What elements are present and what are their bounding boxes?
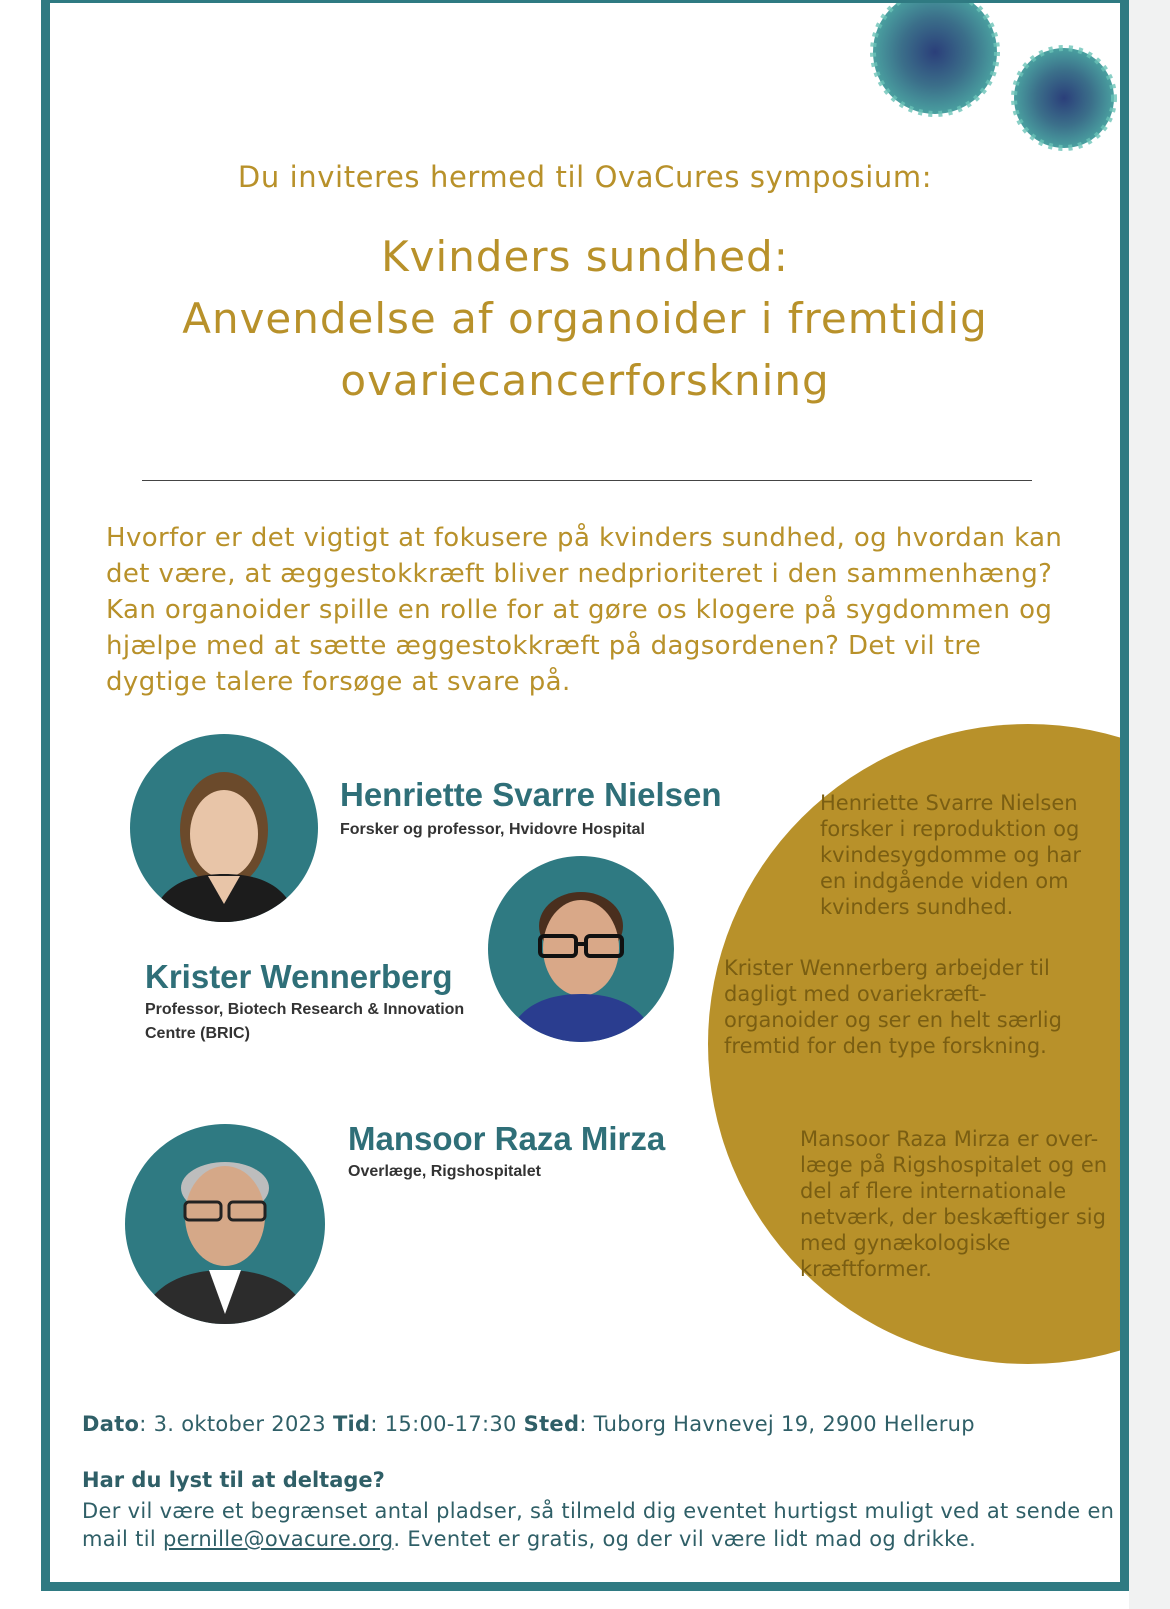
cta-text-after: . Eventet er gratis, og der vil være lidt mad og drikke. xyxy=(393,1527,977,1551)
email-link[interactable]: pernille@ovacure.org xyxy=(162,1527,394,1551)
person-icon xyxy=(130,734,318,922)
avatar-henriette xyxy=(130,734,318,922)
person-icon xyxy=(488,856,674,1042)
time-value: 15:00-17:30 xyxy=(384,1412,517,1436)
avatar-krister xyxy=(488,856,674,1042)
person-icon xyxy=(125,1124,325,1324)
invite-line: Du inviteres hermed til OvaCures symposium: xyxy=(237,160,933,194)
speaker-name: Mansoor Raza Mirza xyxy=(348,1120,666,1157)
cta-text xyxy=(82,1497,1122,1553)
avatar-mansoor xyxy=(125,1124,325,1324)
place-label: Sted xyxy=(523,1412,580,1436)
speaker-role-line: Centre (BRIC) xyxy=(145,1025,250,1042)
date-label: Dato xyxy=(82,1412,140,1436)
cta-title: Har du lyst til at deltage? xyxy=(82,1468,385,1492)
speaker-role xyxy=(145,998,464,1046)
time-label: Tid xyxy=(332,1412,371,1436)
speaker-bio: Mansoor Raza Mirza er over-læge på Rigshospitalet og en del af flere internationale netværk, der beskæftiger sig med gynækologiske kræftformer. xyxy=(800,1127,1108,1281)
speaker-bio: Krister Wennerberg arbejder til dagligt med ovariekræft-organoider og ser en helt særlig fremtid for den type forskning. xyxy=(724,956,1062,1058)
speaker-role: Overlæge, Rigshospitalet xyxy=(348,1163,541,1180)
speaker-role-line: Professor, Biotech Research & Innovation xyxy=(145,1001,465,1018)
cta-text-before: Der vil være et begrænset antal pladser, så tilmeld dig eventet hurtigst muligt ved at sende en mail til xyxy=(82,1499,1115,1551)
speaker-name: Henriette Svarre Nielsen xyxy=(340,776,722,813)
place-value: Tuborg Havnevej 19, 2900 Hellerup xyxy=(593,1412,975,1436)
intro-text: Hvorfor er det vigtigt at fokusere på kvinders sundhed, og hvordan kan det være, at æggestokkræft bliver nedprioriteret i den sammenhæng? Kan organoider spille en rolle for at gøre os klogere på sygdommen og hjælpe med at sætte æggestokkræft på dagsordenen? Det vil tre dygtige talere forsøge at svare på. xyxy=(106,523,1063,697)
speaker-bio: Henriette Svarre Nielsen forsker i reproduktion og kvindesygdomme og har en indgående viden om kvinders sundhed. xyxy=(820,791,1082,919)
title-line-2: Anvendelse af organoider i fremtidig xyxy=(182,294,988,343)
speaker-name: Krister Wennerberg xyxy=(145,958,453,995)
page-title xyxy=(60,226,1110,412)
title-line-1: Kvinders sundhed: xyxy=(381,232,789,281)
title-line-3: ovariecancerforskning xyxy=(340,356,830,405)
date-value: 3. oktober 2023 xyxy=(153,1412,326,1436)
event-details: Dato: 3. oktober 2023 Tid: 15:00-17:30 Sted: Tuborg Havnevej 19, 2900 Hellerup xyxy=(82,1412,975,1436)
speaker-role: Forsker og professor, Hvidovre Hospital xyxy=(340,821,645,838)
divider xyxy=(142,480,1032,481)
